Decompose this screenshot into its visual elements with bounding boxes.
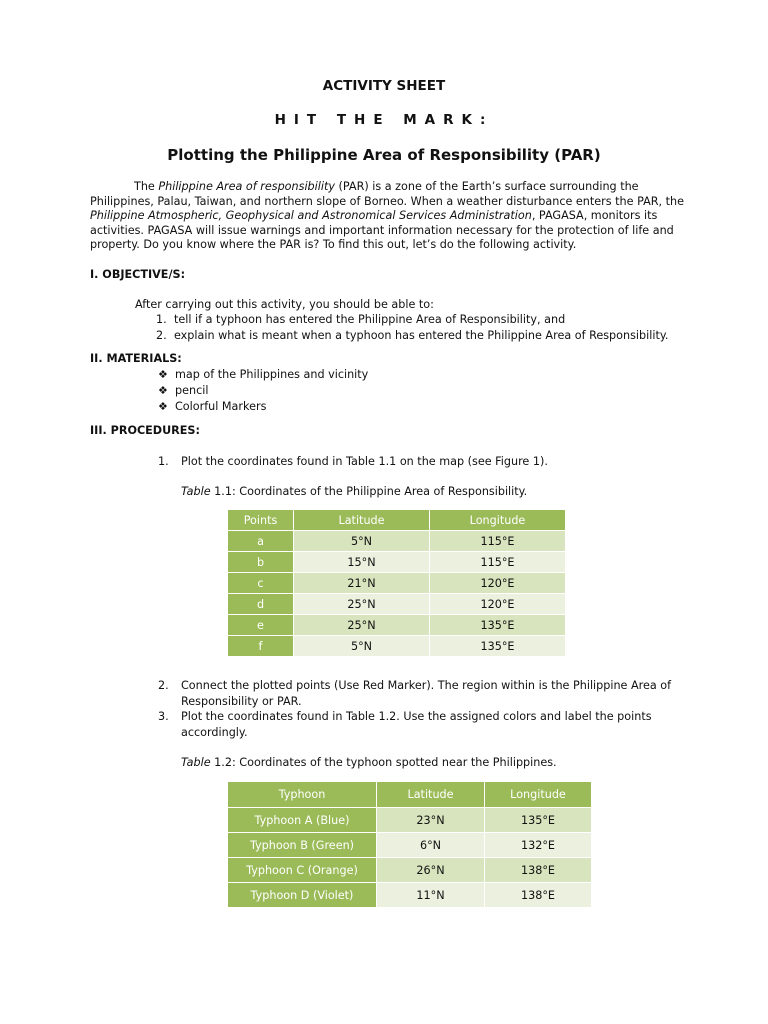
table1-caption-text: 1.1: Coordinates of the Philippine Area of Responsibility. xyxy=(210,485,528,498)
objective-text: explain what is meant when a typhoon has entered the Philippine Area of Responsibility. xyxy=(174,329,669,342)
point-label: c xyxy=(228,573,294,594)
table1-header-points: Points xyxy=(228,510,294,531)
table1-caption xyxy=(181,485,527,498)
longitude-cell: 135°E xyxy=(485,808,592,833)
typhoon-name: Typhoon C (Orange) xyxy=(228,858,377,883)
objective-item xyxy=(156,328,668,344)
sheet-topic: Plotting the Philippine Area of Responsibility (PAR) xyxy=(167,146,601,164)
latitude-cell: 11°N xyxy=(377,883,485,908)
table-row xyxy=(228,883,592,908)
intro-text-1: The xyxy=(134,180,159,193)
table2-caption-label: Table xyxy=(181,756,211,769)
typhoon-name: Typhoon A (Blue) xyxy=(228,808,377,833)
point-label: b xyxy=(228,552,294,573)
objectives-list xyxy=(156,312,668,344)
objectives-heading: I. OBJECTIVE/S: xyxy=(90,268,186,281)
procedures-heading: III. PROCEDURES: xyxy=(90,424,200,437)
latitude-cell: 6°N xyxy=(377,833,485,858)
table-row xyxy=(228,531,566,552)
objective-text: tell if a typhoon has entered the Philippine Area of Responsibility, and xyxy=(174,313,566,326)
material-item xyxy=(158,367,368,383)
diamond-bullet-icon: ❖ xyxy=(158,368,168,381)
longitude-cell: 120°E xyxy=(430,573,566,594)
objective-number: 1. xyxy=(156,313,167,326)
materials-heading: II. MATERIALS: xyxy=(90,352,182,365)
table-row xyxy=(228,858,592,883)
sheet-title: ACTIVITY SHEET xyxy=(322,78,446,94)
table-row xyxy=(228,573,566,594)
table-row xyxy=(228,594,566,615)
table2-header-typhoon: Typhoon xyxy=(228,782,377,808)
material-item xyxy=(158,383,368,399)
table-row xyxy=(228,615,566,636)
intro-text-2: (PAR) is a zone of the Earth’s surface surrounding the Philippines, Palau, Taiwan, and northern slope of Borneo. When a weather disturbance enters the PAR, the xyxy=(90,180,684,208)
longitude-cell: 135°E xyxy=(430,636,566,657)
table-row xyxy=(228,552,566,573)
longitude-cell: 138°E xyxy=(485,883,592,908)
material-text: map of the Philippines and vicinity xyxy=(175,368,369,381)
table2-caption-text: 1.2: Coordinates of the typhoon spotted near the Philippines. xyxy=(210,756,557,769)
longitude-cell: 115°E xyxy=(430,552,566,573)
par-coordinates-table xyxy=(227,509,566,657)
material-item xyxy=(158,399,368,415)
latitude-cell: 5°N xyxy=(294,636,430,657)
latitude-cell: 5°N xyxy=(294,531,430,552)
diamond-bullet-icon: ❖ xyxy=(158,400,168,413)
longitude-cell: 115°E xyxy=(430,531,566,552)
material-text: pencil xyxy=(175,384,209,397)
step-number: 3. xyxy=(158,710,169,723)
table2-caption xyxy=(181,756,557,769)
latitude-cell: 25°N xyxy=(294,594,430,615)
material-text: Colorful Markers xyxy=(175,400,267,413)
step-number: 1. xyxy=(158,455,169,468)
sheet-subtitle: HIT THE MARK: xyxy=(274,112,494,128)
latitude-cell: 21°N xyxy=(294,573,430,594)
latitude-cell: 25°N xyxy=(294,615,430,636)
latitude-cell: 15°N xyxy=(294,552,430,573)
latitude-cell: 26°N xyxy=(377,858,485,883)
typhoon-name: Typhoon D (Violet) xyxy=(228,883,377,908)
table2-header-longitude: Longitude xyxy=(485,782,592,808)
materials-list xyxy=(158,367,368,415)
point-label: a xyxy=(228,531,294,552)
longitude-cell: 132°E xyxy=(485,833,592,858)
objective-number: 2. xyxy=(156,329,167,342)
step-text: Connect the plotted points (Use Red Marker). The region within is the Philippine Area of Responsibility or PAR. xyxy=(181,679,672,708)
table-row xyxy=(228,808,592,833)
intro-paragraph xyxy=(90,180,695,253)
diamond-bullet-icon: ❖ xyxy=(158,384,168,397)
point-label: e xyxy=(228,615,294,636)
intro-text-3: , PAGASA, monitors its activities. PAGASA will issue warnings and important information necessary for the protection of life and property. Do you know where the PAR is? To find this out, let’s do the following activity. xyxy=(90,209,674,252)
point-label: f xyxy=(228,636,294,657)
table-row xyxy=(228,833,592,858)
objective-item xyxy=(156,312,668,328)
table2-header-latitude: Latitude xyxy=(377,782,485,808)
longitude-cell: 138°E xyxy=(485,858,592,883)
step-text: Plot the coordinates found in Table 1.1 on the map (see Figure 1). xyxy=(181,455,548,468)
longitude-cell: 120°E xyxy=(430,594,566,615)
step-text: Plot the coordinates found in Table 1.2. Use the assigned colors and label the points accordingly. xyxy=(181,710,652,739)
table1-header-latitude: Latitude xyxy=(294,510,430,531)
step-number: 2. xyxy=(158,679,169,692)
table1-header-longitude: Longitude xyxy=(430,510,566,531)
point-label: d xyxy=(228,594,294,615)
typhoon-name: Typhoon B (Green) xyxy=(228,833,377,858)
latitude-cell: 23°N xyxy=(377,808,485,833)
table-row xyxy=(228,636,566,657)
intro-italic-1: Philippine Area of responsibility xyxy=(158,180,335,193)
intro-italic-2: Philippine Atmospheric, Geophysical and Astronomical Services Administration xyxy=(90,209,532,223)
typhoon-coordinates-table xyxy=(227,781,592,908)
table1-caption-label: Table xyxy=(181,485,211,498)
longitude-cell: 135°E xyxy=(430,615,566,636)
objectives-lead: After carrying out this activity, you should be able to: xyxy=(135,298,434,311)
